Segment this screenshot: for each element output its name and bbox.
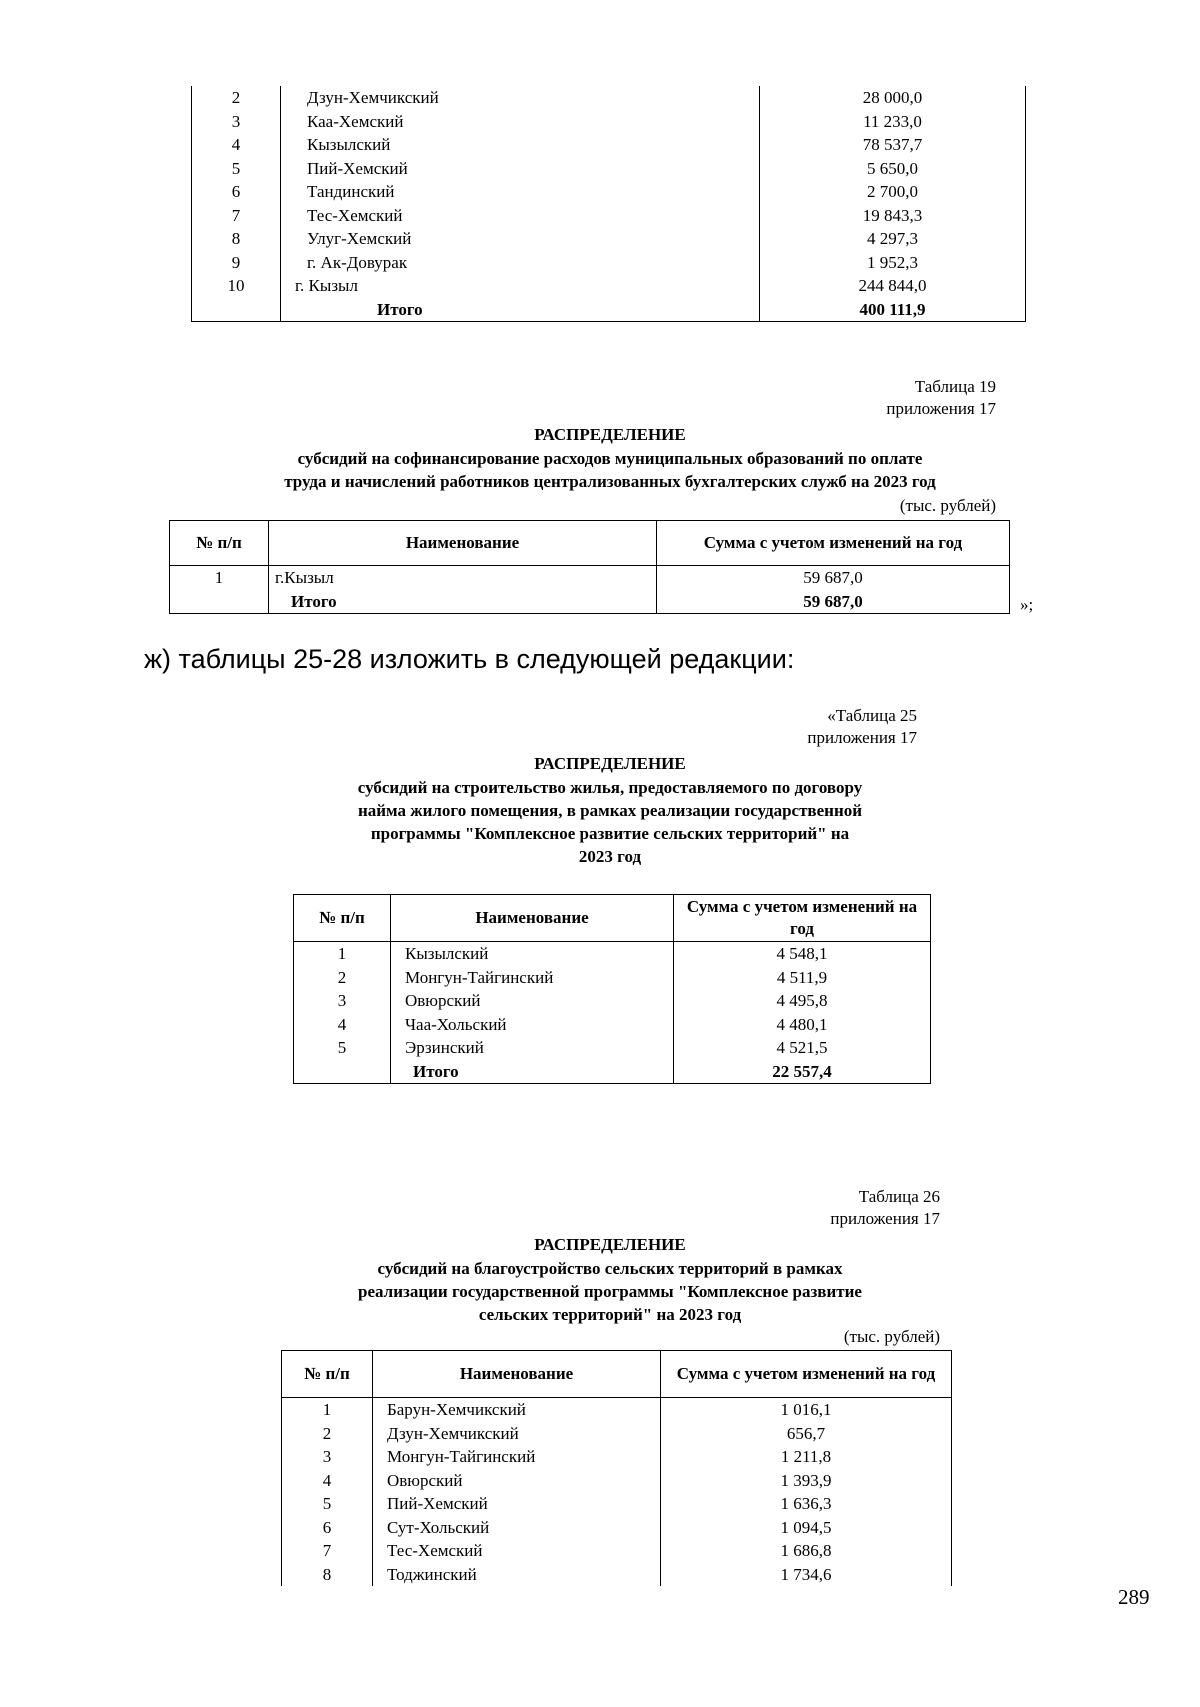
total-label: Итого: [269, 590, 657, 614]
table-row: [170, 566, 1010, 590]
table26-unit: (тыс. рублей): [843, 1327, 940, 1346]
row-name: Дзун-Хемчикский: [373, 1422, 661, 1446]
table25-title: РАСПРЕДЕЛЕНИЕ: [534, 754, 686, 773]
table-row: [192, 86, 1026, 110]
table19-unit: (тыс. рублей): [899, 496, 996, 515]
page-number: 289: [1118, 1585, 1150, 1609]
header-name: Наименование: [269, 521, 657, 566]
row-number: 9: [192, 251, 281, 275]
row-name: Овюрский: [373, 1469, 661, 1493]
total-sum: 59 687,0: [657, 590, 1010, 614]
table26-title: РАСПРЕДЕЛЕНИЕ: [534, 1235, 686, 1254]
row-number: 5: [192, 157, 281, 181]
header-number: № п/п: [170, 521, 269, 566]
table-row: [294, 942, 931, 966]
row-name: Монгун-Тайгинский: [391, 966, 674, 990]
header-sum: Сумма с учетом изменений на год: [657, 521, 1010, 566]
row-sum: 28 000,0: [760, 86, 1026, 110]
row-sum: 2 700,0: [760, 180, 1026, 204]
row-sum: 5 650,0: [760, 157, 1026, 181]
closing-quote: »;: [1020, 595, 1034, 614]
row-sum: 1 016,1: [661, 1398, 952, 1422]
row-number: 6: [282, 1516, 373, 1540]
row-sum: 244 844,0: [760, 274, 1026, 298]
row-name: Овюрский: [391, 989, 674, 1013]
row-sum: 1 686,8: [661, 1539, 952, 1563]
row-name: Монгун-Тайгинский: [373, 1445, 661, 1469]
row-name: г. Ак-Довурак: [281, 251, 760, 275]
row-number: 3: [294, 989, 391, 1013]
total-row: [192, 298, 1026, 322]
row-number: 3: [192, 110, 281, 134]
total-row: [294, 1060, 931, 1084]
table25-subtitle: субсидий на строительство жилья, предоставляемого по договору найма жилого помещения, в рамках реализации государственной программы "Комплексное развитие сельских территорий" на 2023 год: [357, 778, 863, 866]
row-name: Эрзинский: [391, 1036, 674, 1060]
total-sum: 22 557,4: [674, 1060, 931, 1084]
total-label: Итого: [281, 298, 760, 322]
table-row: [192, 133, 1026, 157]
table-row: [192, 204, 1026, 228]
row-name: Пий-Хемский: [373, 1492, 661, 1516]
row-sum: 4 297,3: [760, 227, 1026, 251]
table-row: [282, 1398, 952, 1422]
row-name: Улуг-Хемский: [281, 227, 760, 251]
table-row: [192, 180, 1026, 204]
row-number: 1: [294, 942, 391, 966]
row-sum: 656,7: [661, 1422, 952, 1446]
table25-caption: «Таблица 25 приложения 17: [807, 706, 917, 747]
table19-title: РАСПРЕДЕЛЕНИЕ: [534, 425, 686, 444]
row-sum: 1 094,5: [661, 1516, 952, 1540]
table26-caption: Таблица 26 приложения 17: [830, 1187, 940, 1228]
table-row: [192, 110, 1026, 134]
row-sum: 11 233,0: [760, 110, 1026, 134]
row-number: 7: [282, 1539, 373, 1563]
table19-subtitle: субсидий на софинансирование расходов муниципальных образований по оплате труда и начислений работников централизованных бухгалтерских служб на 2023 год: [284, 449, 936, 491]
row-number: 2: [192, 86, 281, 110]
table26-subtitle: субсидий на благоустройство сельских территорий в рамках реализации государственной программы "Комплексное развитие сельских территорий" на 2023 год: [358, 1259, 862, 1324]
row-name: Тоджинский: [373, 1563, 661, 1587]
row-sum: 4 511,9: [674, 966, 931, 990]
table-row: [282, 1492, 952, 1516]
header-name: Наименование: [373, 1351, 661, 1398]
row-name: г. Кызыл: [281, 274, 760, 298]
table-row: [294, 989, 931, 1013]
total-sum: 400 111,9: [760, 298, 1026, 322]
row-number: 2: [282, 1422, 373, 1446]
table25: [293, 894, 931, 1084]
row-name: Тес-Хемский: [373, 1539, 661, 1563]
row-name: Тандинский: [281, 180, 760, 204]
table26: [281, 1350, 952, 1586]
table-row: [192, 227, 1026, 251]
table-row: [282, 1516, 952, 1540]
header-number: № п/п: [282, 1351, 373, 1398]
row-name: Дзун-Хемчикский: [281, 86, 760, 110]
row-sum: 1 952,3: [760, 251, 1026, 275]
row-sum: 4 495,8: [674, 989, 931, 1013]
row-name: Кызылский: [391, 942, 674, 966]
row-number: 2: [294, 966, 391, 990]
table-row: [192, 251, 1026, 275]
total-label: Итого: [391, 1060, 674, 1084]
row-name: Каа-Хемский: [281, 110, 760, 134]
header-name: Наименование: [391, 895, 674, 942]
table26-body: [282, 1398, 952, 1587]
table-row: [282, 1469, 952, 1493]
table-row: [282, 1539, 952, 1563]
table25-body: [294, 942, 931, 1084]
row-number: 1: [282, 1398, 373, 1422]
row-number: 3: [282, 1445, 373, 1469]
row-sum: 19 843,3: [760, 204, 1026, 228]
table-row: [294, 1036, 931, 1060]
continuation-table-body: [192, 86, 1026, 298]
row-name: Барун-Хемчикский: [373, 1398, 661, 1422]
table-row: [282, 1563, 952, 1587]
row-number: 4: [294, 1013, 391, 1037]
row-sum: 59 687,0: [657, 566, 1010, 590]
row-name: Тес-Хемский: [281, 204, 760, 228]
instruction-text: ж) таблицы 25-28 изложить в следующей редакции:: [144, 644, 795, 674]
row-name: Сут-Хольский: [373, 1516, 661, 1540]
row-number: 6: [192, 180, 281, 204]
row-number: 8: [192, 227, 281, 251]
row-number: 5: [294, 1036, 391, 1060]
row-sum: 4 521,5: [674, 1036, 931, 1060]
row-number: 10: [192, 274, 281, 298]
header-number: № п/п: [294, 895, 391, 942]
total-row: [170, 590, 1010, 614]
row-sum: 1 393,9: [661, 1469, 952, 1493]
row-number: 4: [282, 1469, 373, 1493]
row-number: 1: [170, 566, 269, 590]
header-sum: Сумма с учетом изменений на год: [661, 1351, 952, 1398]
continuation-table: [191, 86, 1026, 322]
table19-caption: Таблица 19 приложения 17: [886, 377, 996, 418]
row-name: Чаа-Хольский: [391, 1013, 674, 1037]
table-row: [192, 157, 1026, 181]
row-sum: 1 734,6: [661, 1563, 952, 1587]
row-sum: 4 548,1: [674, 942, 931, 966]
row-number: 8: [282, 1563, 373, 1587]
row-name: Кызылский: [281, 133, 760, 157]
row-name: г.Кызыл: [269, 566, 657, 590]
table-row: [192, 274, 1026, 298]
table19: [169, 520, 1010, 614]
header-sum: Сумма с учетом изменений на год: [674, 895, 931, 942]
table-row: [282, 1445, 952, 1469]
table-row: [282, 1422, 952, 1446]
row-name: Пий-Хемский: [281, 157, 760, 181]
row-number: 4: [192, 133, 281, 157]
row-sum: 4 480,1: [674, 1013, 931, 1037]
table-row: [294, 1013, 931, 1037]
row-number: 5: [282, 1492, 373, 1516]
row-sum: 78 537,7: [760, 133, 1026, 157]
row-sum: 1 211,8: [661, 1445, 952, 1469]
row-number: 7: [192, 204, 281, 228]
table-row: [294, 966, 931, 990]
row-sum: 1 636,3: [661, 1492, 952, 1516]
